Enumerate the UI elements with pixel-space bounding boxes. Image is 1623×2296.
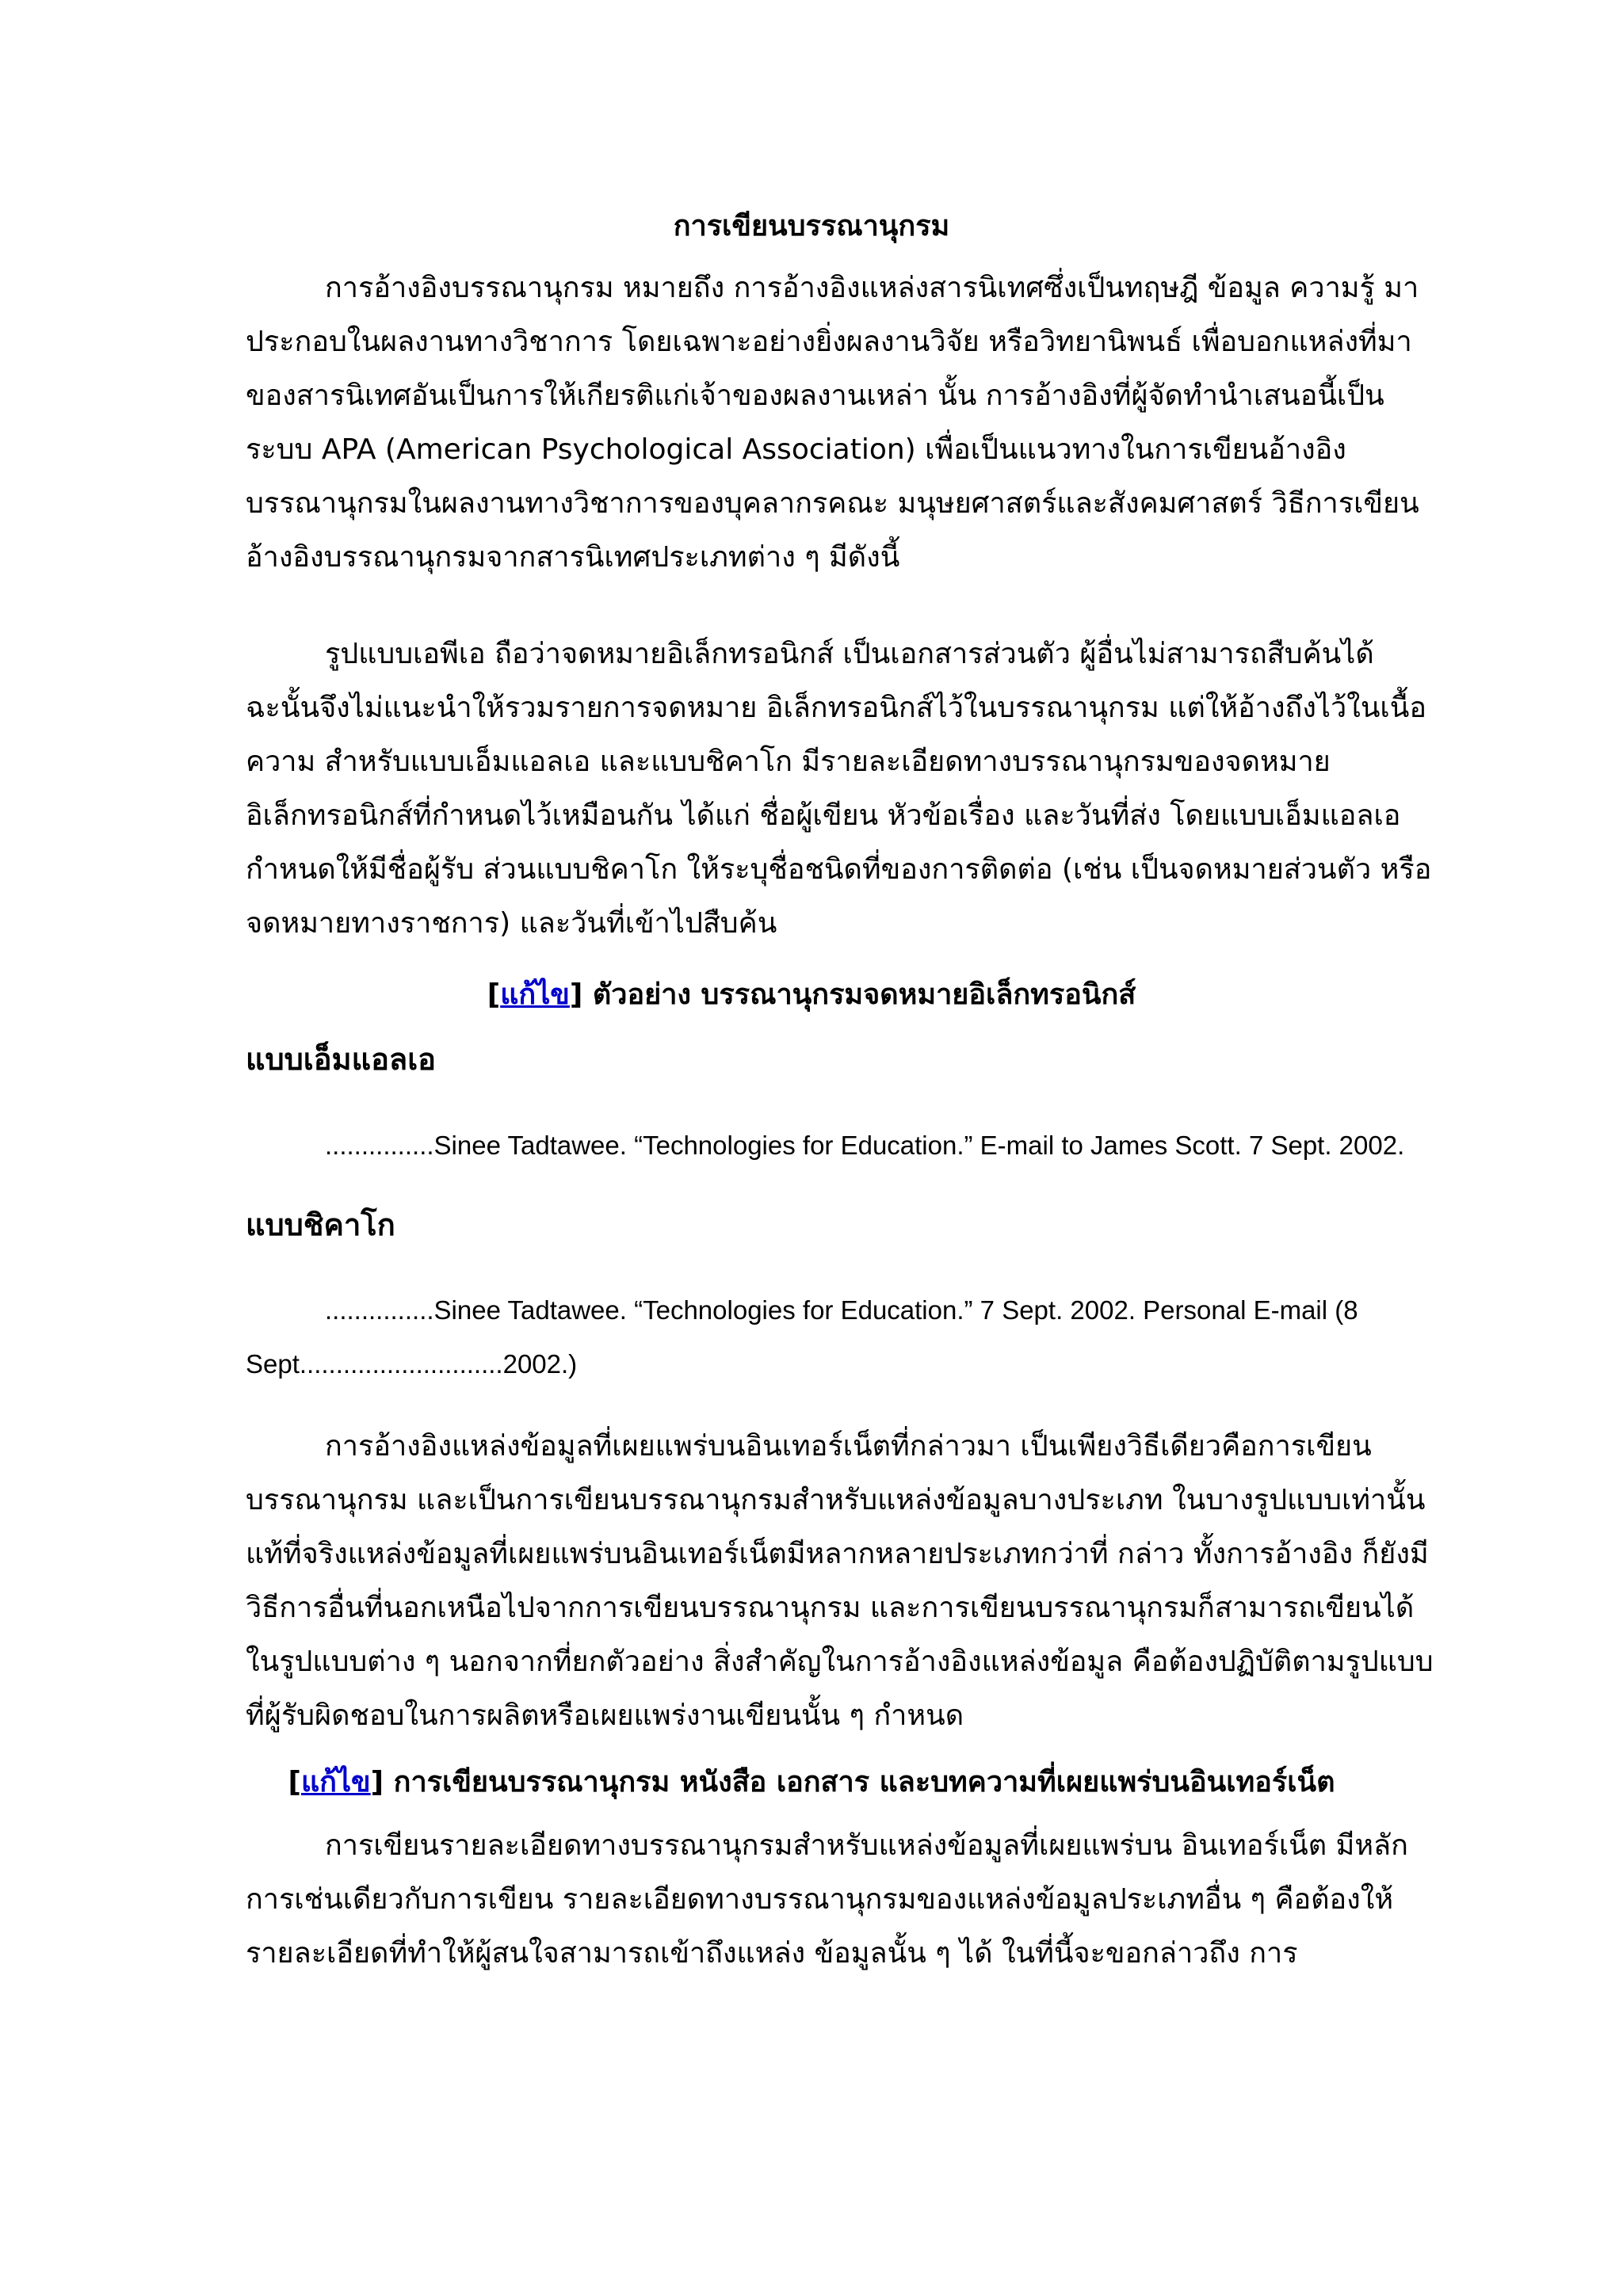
- section-heading-title: การเขียนบรรณานุกรม หนังสือ เอกสาร และบทความที่เผยแพร่บนอินเทอร์เน็ต: [393, 1766, 1335, 1798]
- mla-example: ...............Sinee Tadtawee. “Technologies for Education.” E-mail to James Scott. 7 Sept. 2002.: [325, 1131, 1405, 1160]
- final-paragraph: การเขียนรายละเอียดทางบรรณานุกรมสำหรับแหล่งข้อมูลที่เผยแพร่บน อินเทอร์เน็ต มีหลักการเช่นเดียวกับการเขียน รายละเอียดทางบรรณานุกรมของแหล่งข้อมูลประเภทอื่น ๆ คือต้องให้รายละเอียดที่ทำให้ผู้สนใจสามารถเข้าถึงแหล่ง ข้อมูลนั้น ๆ ได้ ในที่นี้จะขอกล่าวถึง การ: [246, 1829, 1408, 1970]
- chicago-example: ...............Sinee Tadtawee. “Technologies for Education.” 7 Sept. 2002. Personal E-mail (8 Sept............................2002.): [246, 1295, 1358, 1379]
- section-heading-email-example: [แก้ไข] ตัวอย่าง บรรณานุกรมจดหมายอิเล็กทรอนิกส์: [487, 978, 1136, 1011]
- section-heading-internet: [แก้ไข] การเขียนบรรณานุกรม หนังสือ เอกสาร และบทความที่เผยแพร่บนอินเทอร์เน็ต: [288, 1766, 1335, 1798]
- edit-link[interactable]: แก้ไข: [500, 978, 570, 1011]
- internet-paragraph: การอ้างอิงแหล่งข้อมูลที่เผยแพร่บนอินเทอร์เน็ตที่กล่าวมา เป็นเพียงวิธีเดียวคือการเขียนบรรณานุกรม และเป็นการเขียนบรรณานุกรมสำหรับแหล่งข้อมูลบางประเภท ในบางรูปแบบเท่านั้น แท้ที่จริงแหล่งข้อมูลที่เผยแพร่บนอินเทอร์เน็ตมีหลากหลายประเภทกว่าที่ กล่าว ทั้งการอ้างอิง ก็ยังมีวิธีการอื่นที่นอกเหนือไปจากการเขียนบรรณานุกรม และการเขียนบรรณานุกรมก็สามารถเขียนได้ในรูปแบบต่าง ๆ นอกจากที่ยกตัวอย่าง สิ่งสำคัญในการอ้างอิงแหล่งข้อมูล คือต้องปฏิบัติตามรูปแบบที่ผู้รับผิดชอบในการผลิตหรือเผยแพร่งานเขียนนั้น ๆ กำหนด: [246, 1430, 1434, 1732]
- apa-email-paragraph: รูปแบบเอพีเอ ถือว่าจดหมายอิเล็กทรอนิกส์ เป็นเอกสารส่วนตัว ผู้อื่นไม่สามารถสืบค้นได้ ฉะนั้นจึงไม่แนะนำให้รวมรายการจดหมาย อิเล็กทรอนิกส์ไว้ในบรรณานุกรม แต่ให้อ้างถึงไว้ในเนื้อความ สำหรับแบบเอ็มแอลเอ และแบบชิคาโก มีรายละเอียดทางบรรณานุกรมของจดหมายอิเล็กทรอนิกส์ที่กำหนดไว้เหมือนกัน ได้แก่ ชื่อผู้เขียน หัวข้อเรื่อง และวันที่ส่ง โดยแบบเอ็มแอลเอกำหนดให้มีชื่อผู้รับ ส่วนแบบชิคาโก ให้ระบุชื่อชนิดที่ของการติดต่อ (เช่น เป็นจดหมายส่วนตัว หรือจดหมายทางราชการ) และวันที่เข้าไปสืบค้น: [246, 638, 1432, 940]
- mla-heading: แบบเอ็มแอลเอ: [246, 1042, 437, 1077]
- chicago-heading: แบบชิคาโก: [246, 1207, 395, 1242]
- intro-paragraph: การอ้างอิงบรรณานุกรม หมายถึง การอ้างอิงแหล่งสารนิเทศซึ่งเป็นทฤษฎี ข้อมูล ความรู้ มาประกอบในผลงานทางวิชาการ โดยเฉพาะอย่างยิ่งผลงานวิจัย หรือวิทยานิพนธ์ เพื่อบอกแหล่งที่มาของสารนิเทศอันเป็นการให้เกียรติแก่เจ้าของผลงานเหล่า นั้น การอ้างอิงที่ผู้จัดทำนำเสนอนี้เป็นระบบ APA (American Psychological Association) เพื่อเป็นแนวทางในการเขียนอ้างอิงบรรณานุกรมในผลงานทางวิชาการของบุคลากรคณะ มนุษยศาสตร์และสังคมศาสตร์ วิธีการเขียนอ้างอิงบรรณานุกรมจากสารนิเทศประเภทต่าง ๆ มีดังนี้: [246, 272, 1419, 574]
- document-title: การเขียนบรรณานุกรม: [673, 210, 950, 242]
- section-heading-title: ตัวอย่าง บรรณานุกรมจดหมายอิเล็กทรอนิกส์: [592, 978, 1136, 1011]
- edit-link[interactable]: แก้ไข: [300, 1766, 371, 1798]
